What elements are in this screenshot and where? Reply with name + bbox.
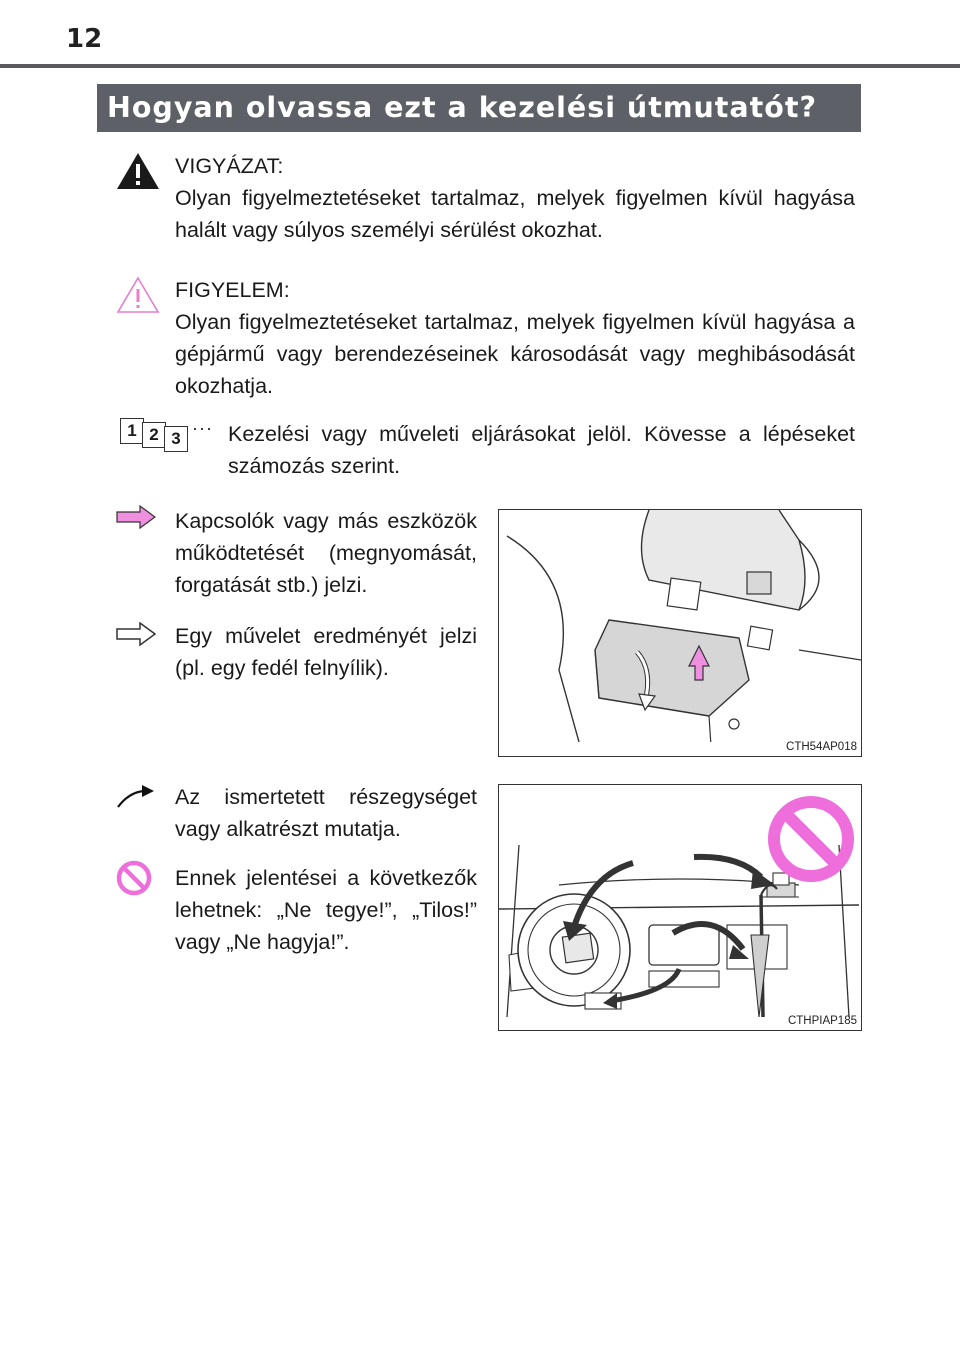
step-number-3: 3: [164, 426, 188, 452]
component-body: Az ismertetett részegységet vagy alkatrészt mutatja.: [175, 785, 477, 841]
dashboard-illustration: [499, 785, 861, 1017]
warning-triangle-filled-icon: [116, 152, 160, 190]
caution-heading: FIGYELEM:: [175, 278, 290, 302]
prohibited-body: Ennek jelentései a következők lehetnek: „Ne tegye!”, „Tilos!” vagy „Ne hagyja!”.: [175, 866, 477, 954]
dashboard-figure: [498, 784, 862, 1031]
caution-text: [175, 274, 855, 402]
page-number: 12: [66, 24, 103, 54]
pointer-arrow-icon: [116, 783, 156, 811]
dashboard-figure-code: CTHPIAP185: [787, 1015, 857, 1027]
step-number-2: 2: [142, 422, 166, 448]
overhead-console-figure: [498, 509, 862, 757]
section-title: Hogyan olvassa ezt a kezelési útmutatót?: [97, 84, 861, 132]
result-body: Egy művelet eredményét jelzi (pl. egy fedél felnyílik).: [175, 624, 477, 680]
pink-arrow-icon: [116, 505, 156, 529]
header-rule: [0, 64, 960, 68]
prohibition-icon: [116, 860, 152, 896]
warning-body: Olyan figyelmeztetéseket tartalmaz, melyek figyelmen kívül hagyása halált vagy súlyos személyi sérülést okozhat.: [175, 186, 855, 242]
warning-text: [175, 150, 855, 246]
overhead-console-illustration: [499, 510, 861, 742]
steps-body: Kezelési vagy műveleti eljárásokat jelöl. Kövesse a lépéseket számozás szerint.: [228, 422, 855, 478]
step-dots: ···: [192, 418, 213, 438]
step-numbers-icon: [114, 416, 214, 450]
operation-body: Kapcsolók vagy más eszközök működtetését (megnyomását, forgatását stb.) jelzi.: [175, 509, 477, 597]
warning-triangle-outline-icon: [116, 276, 160, 314]
step-number-1: 1: [120, 418, 144, 444]
caution-body: Olyan figyelmeztetéseket tartalmaz, melyek figyelmen kívül hagyása a gépjármű vagy berendezéseinek károsodását vagy meghibásodását okozhatja.: [175, 310, 855, 398]
warning-heading: VIGYÁZAT:: [175, 154, 284, 178]
overhead-figure-code: CTH54AP018: [786, 741, 857, 753]
outline-arrow-icon: [116, 622, 156, 646]
